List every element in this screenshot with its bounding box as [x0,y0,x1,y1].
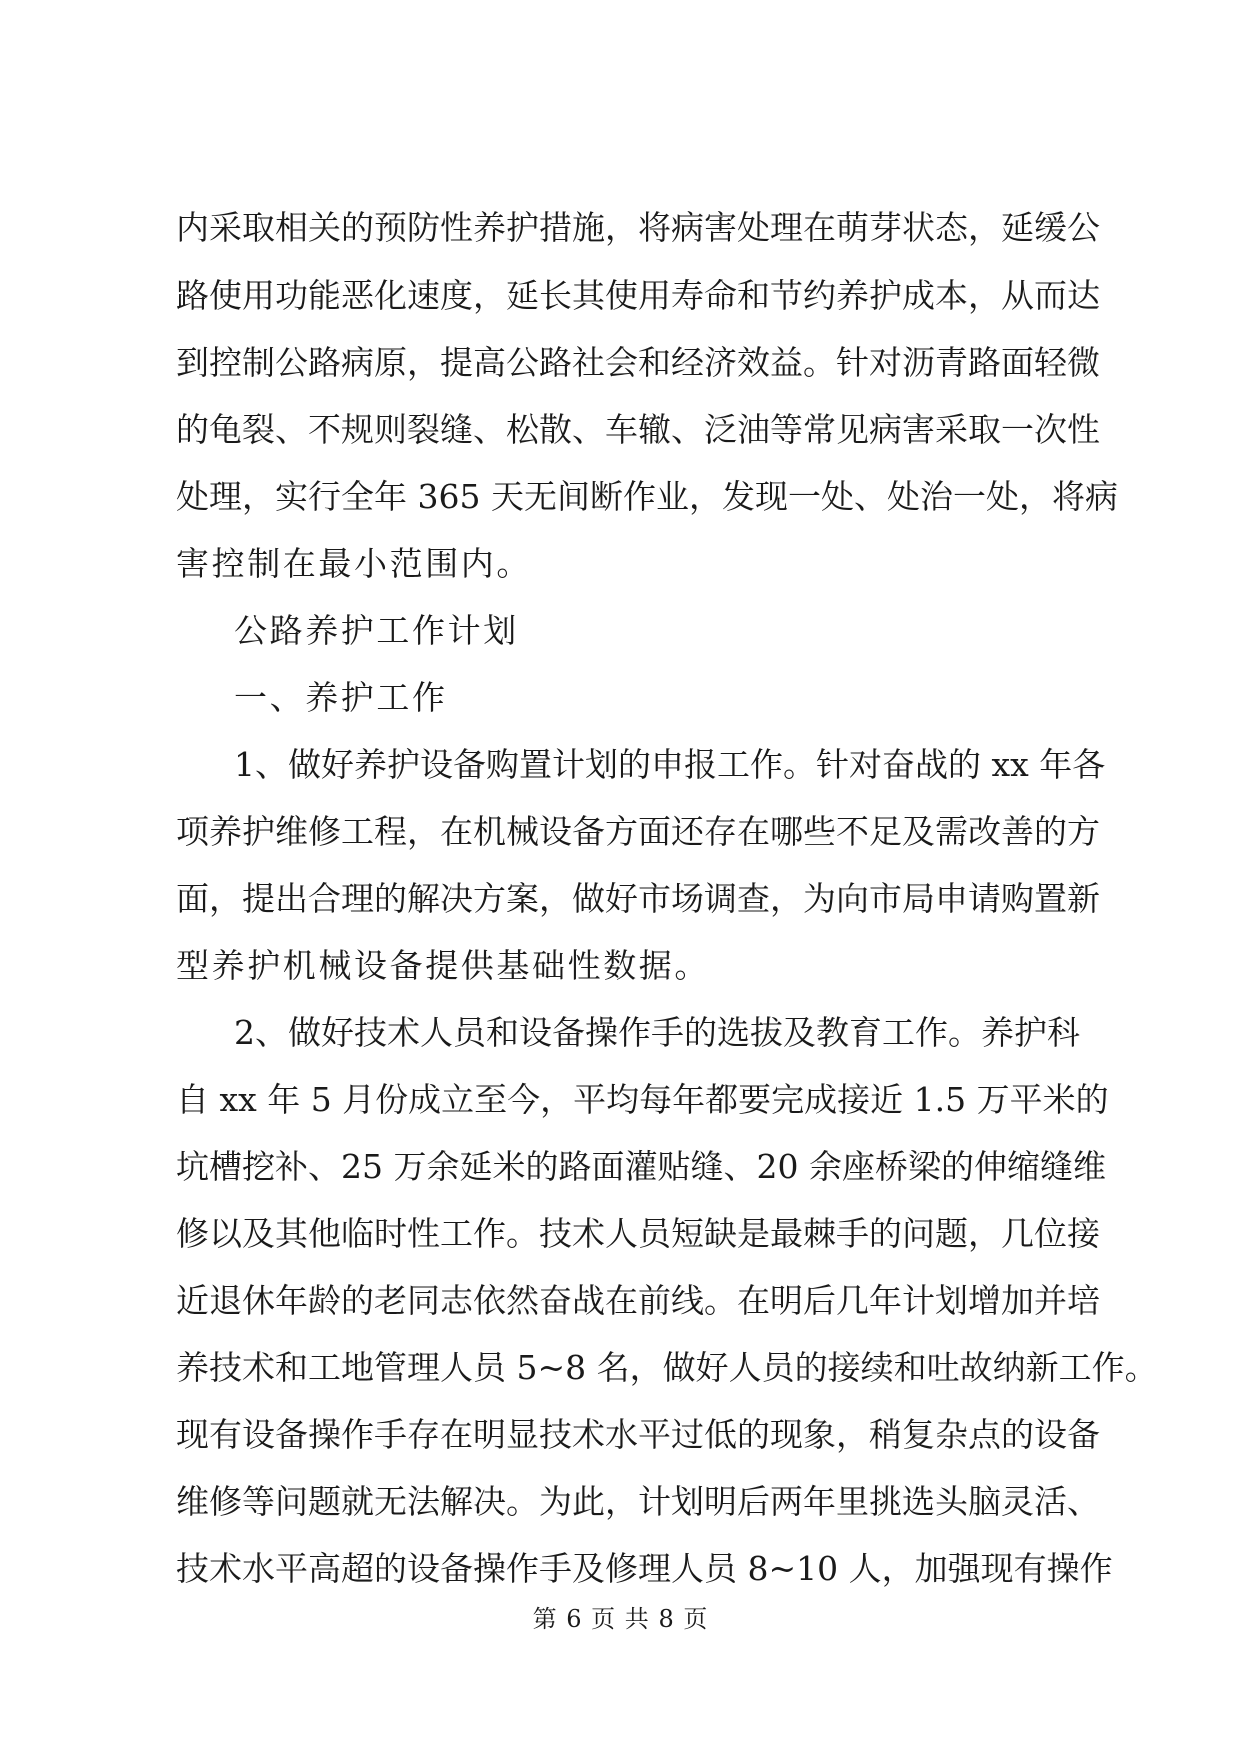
body-line: 到控制公路病原，提高公路社会和经济效益。针对沥青路面轻微 [176,343,1100,382]
body-line: 养技术和工地管理人员 5~8 名，做好人员的接续和吐故纳新工作。 [176,1348,1158,1387]
body-line: 处理，实行全年 365 天无间断作业，发现一处、处治一处，将病 [176,477,1118,516]
body-line: 近退休年龄的老同志依然奋战在前线。在明后几年计划增加并培 [176,1281,1100,1320]
body-line: 路使用功能恶化速度，延长其使用寿命和节约养护成本，从而达 [176,276,1100,315]
body-line: 修以及其他临时性工作。技术人员短缺是最棘手的问题，几位接 [176,1214,1100,1253]
subsection-heading: 一、养护工作 [234,678,448,717]
page-footer: 第 6 页 共 8 页 [532,1605,709,1633]
body-line: 坑槽挖补、25 万余延米的路面灌贴缝、20 余座桥梁的伸缩缝维 [176,1147,1106,1186]
body-line: 害控制在最小范围内。 [176,544,532,583]
paragraph-first-line: 2、做好技术人员和设备操作手的选拔及教育工作。养护科 [234,1013,1080,1052]
body-line: 型养护机械设备提供基础性数据。 [176,946,710,985]
body-line: 技术水平高超的设备操作手及修理人员 8~10 人，加强现有操作 [176,1549,1113,1588]
body-line: 项养护维修工程，在机械设备方面还存在哪些不足及需改善的方 [176,812,1100,851]
body-line: 自 xx 年 5 月份成立至今，平均每年都要完成接近 1.5 万平米的 [176,1080,1109,1119]
body-line: 现有设备操作手存在明显技术水平过低的现象，稍复杂点的设备 [176,1415,1100,1454]
body-line: 内采取相关的预防性养护措施，将病害处理在萌芽状态，延缓公 [176,208,1100,247]
body-line: 维修等问题就无法解决。为此，计划明后两年里挑选头脑灵活、 [176,1482,1100,1521]
body-line: 的龟裂、不规则裂缝、松散、车辙、泛油等常见病害采取一次性 [176,410,1100,449]
body-line: 面，提出合理的解决方案，做好市场调查，为向市局申请购置新 [176,879,1100,918]
section-heading: 公路养护工作计划 [234,611,519,650]
paragraph-first-line: 1、做好养护设备购置计划的申报工作。针对奋战的 xx 年各 [234,745,1106,784]
